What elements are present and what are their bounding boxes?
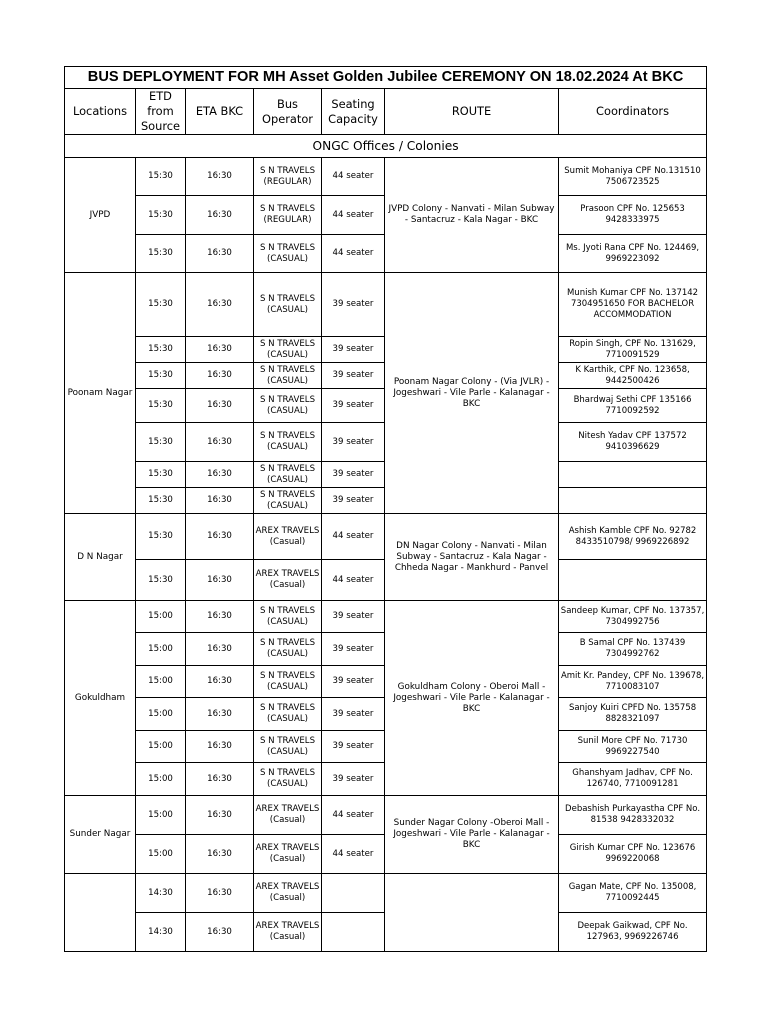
- seating-cell: 44 seater: [322, 235, 385, 273]
- coordinator-cell: Girish Kumar CPF No. 123676 9969220068: [559, 835, 707, 874]
- eta-cell: 16:30: [186, 514, 254, 560]
- operator-cell: S N TRAVELS (CASUAL): [254, 273, 322, 337]
- coordinator-cell: B Samal CPF No. 137439 7304992762: [559, 633, 707, 666]
- eta-cell: 16:30: [186, 601, 254, 633]
- coordinator-cell: Sanjoy Kuiri CPFD No. 135758 8828321097: [559, 698, 707, 731]
- table-row: [65, 874, 707, 913]
- etd-cell: 15:00: [136, 666, 186, 698]
- seating-cell: 39 seater: [322, 462, 385, 488]
- seating-cell: 39 seater: [322, 698, 385, 731]
- operator-cell: S N TRAVELS (REGULAR): [254, 196, 322, 235]
- seating-cell: 39 seater: [322, 731, 385, 763]
- seating-cell: 39 seater: [322, 363, 385, 389]
- etd-cell: 15:30: [136, 363, 186, 389]
- operator-cell: S N TRAVELS (CASUAL): [254, 389, 322, 423]
- eta-cell: 16:30: [186, 835, 254, 874]
- operator-cell: S N TRAVELS (CASUAL): [254, 698, 322, 731]
- eta-cell: 16:30: [186, 633, 254, 666]
- eta-cell: 16:30: [186, 462, 254, 488]
- eta-cell: 16:30: [186, 196, 254, 235]
- eta-cell: 16:30: [186, 488, 254, 514]
- table-body: [65, 158, 707, 952]
- coordinator-cell: Ghanshyam Jadhav, CPF No. 126740, 7710091281: [559, 763, 707, 796]
- etd-cell: 15:30: [136, 423, 186, 462]
- etd-cell: 15:00: [136, 796, 186, 835]
- route-cell: Gokuldham Colony - Oberoi Mall - Jogeshwari - Vile Parle - Kalanagar - BKC: [385, 601, 559, 796]
- title-row: [65, 67, 707, 89]
- coordinator-cell: Nitesh Yadav CPF 137572 9410396629: [559, 423, 707, 462]
- seating-cell: [322, 874, 385, 913]
- seating-cell: 39 seater: [322, 488, 385, 514]
- deployment-sheet: [64, 66, 706, 952]
- coordinator-cell: Deepak Gaikwad, CPF No. 127963, 9969226746: [559, 913, 707, 952]
- header-locations: Locations: [65, 89, 136, 135]
- etd-cell: 15:00: [136, 835, 186, 874]
- seating-cell: 44 seater: [322, 796, 385, 835]
- coordinator-cell: Sunil More CPF No. 71730 9969227540: [559, 731, 707, 763]
- location-cell: Poonam Nagar: [65, 273, 136, 514]
- seating-cell: 39 seater: [322, 601, 385, 633]
- eta-cell: 16:30: [186, 389, 254, 423]
- eta-cell: 16:30: [186, 913, 254, 952]
- eta-cell: 16:30: [186, 666, 254, 698]
- etd-cell: 15:30: [136, 462, 186, 488]
- eta-cell: 16:30: [186, 731, 254, 763]
- etd-cell: 15:00: [136, 601, 186, 633]
- seating-cell: 44 seater: [322, 158, 385, 196]
- seating-cell: 39 seater: [322, 389, 385, 423]
- etd-cell: 14:30: [136, 913, 186, 952]
- header-seating: Seating Capacity: [322, 89, 385, 135]
- table-row: [65, 158, 707, 196]
- seating-cell: 44 seater: [322, 835, 385, 874]
- operator-cell: S N TRAVELS (CASUAL): [254, 488, 322, 514]
- seating-cell: 44 seater: [322, 560, 385, 601]
- etd-cell: 15:30: [136, 235, 186, 273]
- etd-cell: 15:00: [136, 698, 186, 731]
- location-cell: D N Nagar: [65, 514, 136, 601]
- operator-cell: S N TRAVELS (CASUAL): [254, 235, 322, 273]
- table-row: [65, 601, 707, 633]
- operator-cell: AREX TRAVELS (Casual): [254, 874, 322, 913]
- coordinator-cell: Sumit Mohaniya CPF No.131510 7506723525: [559, 158, 707, 196]
- seating-cell: 39 seater: [322, 666, 385, 698]
- etd-cell: 15:00: [136, 633, 186, 666]
- operator-cell: AREX TRAVELS (Casual): [254, 835, 322, 874]
- operator-cell: S N TRAVELS (CASUAL): [254, 423, 322, 462]
- header-operator: Bus Operator: [254, 89, 322, 135]
- seating-cell: [322, 913, 385, 952]
- coordinator-cell: K Karthik, CPF No. 123658, 9442500426: [559, 363, 707, 389]
- coordinator-cell: [559, 560, 707, 601]
- operator-cell: S N TRAVELS (CASUAL): [254, 337, 322, 363]
- eta-cell: 16:30: [186, 235, 254, 273]
- operator-cell: AREX TRAVELS (Casual): [254, 913, 322, 952]
- operator-cell: S N TRAVELS (CASUAL): [254, 363, 322, 389]
- etd-cell: 15:00: [136, 763, 186, 796]
- operator-cell: S N TRAVELS (CASUAL): [254, 731, 322, 763]
- operator-cell: S N TRAVELS (CASUAL): [254, 763, 322, 796]
- etd-cell: 15:30: [136, 273, 186, 337]
- etd-cell: 14:30: [136, 874, 186, 913]
- eta-cell: 16:30: [186, 423, 254, 462]
- etd-cell: 15:30: [136, 158, 186, 196]
- coordinator-cell: Amit Kr. Pandey, CPF No. 139678, 7710083107: [559, 666, 707, 698]
- page-title: BUS DEPLOYMENT FOR MH Asset Golden Jubilee CEREMONY ON 18.02.2024 At BKC: [65, 67, 707, 89]
- section-heading: ONGC Offices / Colonies: [65, 135, 707, 158]
- seating-cell: 39 seater: [322, 337, 385, 363]
- coordinator-cell: [559, 462, 707, 488]
- seating-cell: 39 seater: [322, 633, 385, 666]
- coordinator-cell: Sandeep Kumar, CPF No. 137357, 7304992756: [559, 601, 707, 633]
- seating-cell: 44 seater: [322, 514, 385, 560]
- eta-cell: 16:30: [186, 273, 254, 337]
- operator-cell: S N TRAVELS (CASUAL): [254, 633, 322, 666]
- location-cell: Sunder Nagar: [65, 796, 136, 874]
- header-row: [65, 89, 707, 135]
- eta-cell: 16:30: [186, 698, 254, 731]
- eta-cell: 16:30: [186, 363, 254, 389]
- coordinator-cell: Munish Kumar CPF No. 137142 7304951650 FOR BACHELOR ACCOMMODATION: [559, 273, 707, 337]
- etd-cell: 15:30: [136, 560, 186, 601]
- operator-cell: S N TRAVELS (CASUAL): [254, 462, 322, 488]
- etd-cell: 15:30: [136, 514, 186, 560]
- seating-cell: 39 seater: [322, 273, 385, 337]
- seating-cell: 39 seater: [322, 423, 385, 462]
- etd-cell: 15:30: [136, 389, 186, 423]
- etd-cell: 15:30: [136, 488, 186, 514]
- eta-cell: 16:30: [186, 874, 254, 913]
- route-cell: [385, 874, 559, 952]
- operator-cell: AREX TRAVELS (Casual): [254, 514, 322, 560]
- deployment-table: [64, 66, 707, 952]
- operator-cell: S N TRAVELS (CASUAL): [254, 666, 322, 698]
- coordinator-cell: Debashish Purkayastha CPF No. 81538 9428332032: [559, 796, 707, 835]
- operator-cell: AREX TRAVELS (Casual): [254, 796, 322, 835]
- header-route: ROUTE: [385, 89, 559, 135]
- operator-cell: AREX TRAVELS (Casual): [254, 560, 322, 601]
- location-cell: Gokuldham: [65, 601, 136, 796]
- etd-cell: 15:00: [136, 731, 186, 763]
- route-cell: Sunder Nagar Colony -Oberoi Mall - Jogeshwari - Vile Parle - Kalanagar - BKC: [385, 796, 559, 874]
- coordinator-cell: Bhardwaj Sethi CPF 135166 7710092592: [559, 389, 707, 423]
- coordinator-cell: [559, 488, 707, 514]
- route-cell: DN Nagar Colony - Nanvati - Milan Subway - Santacruz - Kala Nagar - Chheda Nagar - Mankhurd - Panvel: [385, 514, 559, 601]
- eta-cell: 16:30: [186, 158, 254, 196]
- coordinator-cell: Ropin Singh, CPF No. 131629, 7710091529: [559, 337, 707, 363]
- coordinator-cell: Ms. Jyoti Rana CPF No. 124469, 9969223092: [559, 235, 707, 273]
- etd-cell: 15:30: [136, 337, 186, 363]
- operator-cell: S N TRAVELS (CASUAL): [254, 601, 322, 633]
- section-row: [65, 135, 707, 158]
- eta-cell: 16:30: [186, 796, 254, 835]
- eta-cell: 16:30: [186, 560, 254, 601]
- coordinator-cell: Gagan Mate, CPF No. 135008, 7710092445: [559, 874, 707, 913]
- table-row: [65, 796, 707, 835]
- coordinator-cell: Prasoon CPF No. 125653 9428333975: [559, 196, 707, 235]
- seating-cell: 44 seater: [322, 196, 385, 235]
- operator-cell: S N TRAVELS (REGULAR): [254, 158, 322, 196]
- table-row: [65, 514, 707, 560]
- route-cell: JVPD Colony - Nanvati - Milan Subway - Santacruz - Kala Nagar - BKC: [385, 158, 559, 273]
- location-cell: JVPD: [65, 158, 136, 273]
- table-row: [65, 273, 707, 337]
- eta-cell: 16:30: [186, 763, 254, 796]
- header-eta: ETA BKC: [186, 89, 254, 135]
- etd-cell: 15:30: [136, 196, 186, 235]
- eta-cell: 16:30: [186, 337, 254, 363]
- location-cell: [65, 874, 136, 952]
- coordinator-cell: Ashish Kamble CPF No. 92782 8433510798/ 9969226892: [559, 514, 707, 560]
- header-coordinators: Coordinators: [559, 89, 707, 135]
- route-cell: Poonam Nagar Colony - (Via JVLR) - Jogeshwari - Vile Parle - Kalanagar - BKC: [385, 273, 559, 514]
- header-etd: ETD from Source: [136, 89, 186, 135]
- seating-cell: 39 seater: [322, 763, 385, 796]
